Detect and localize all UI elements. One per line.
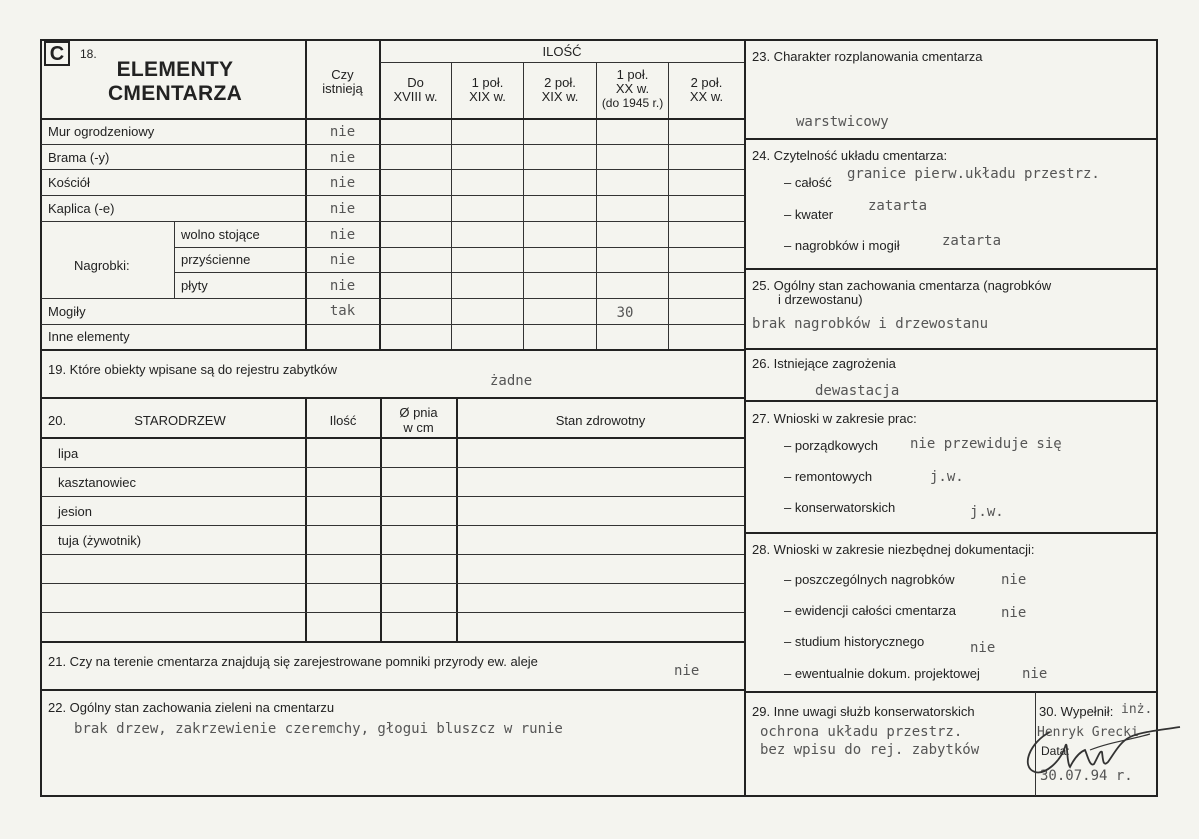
exists-wall: nie <box>329 124 356 140</box>
section-20-number: 20. <box>48 413 67 428</box>
section-27-label: 27. Wnioski w zakresie prac: <box>752 411 917 426</box>
col-exists-header-1: Czy <box>331 67 354 82</box>
grid-line <box>451 62 452 349</box>
row-label-wall: Mur ogrodzeniowy <box>48 124 155 139</box>
grid-line <box>41 144 744 145</box>
col-tree-qty: Ilość <box>329 413 357 428</box>
grid-line <box>305 398 307 641</box>
qty-col-1-l1: Do <box>407 75 424 90</box>
divider-23-24 <box>745 138 1157 140</box>
section-18-title-line1: ELEMENTY <box>116 58 234 81</box>
row-label-tombstones: Nagrobki: <box>74 258 130 273</box>
grid-line <box>41 298 744 299</box>
grid-line <box>41 195 744 196</box>
qty-col-1-l2: XVIII w. <box>393 89 438 104</box>
section-18-number: 18. <box>80 47 97 61</box>
exists-chapel: nie <box>329 201 356 217</box>
section-18-title-line2: CMENTARZA <box>107 82 243 105</box>
row-label-wall-mounted: przyścienne <box>181 252 251 267</box>
section-22-answer: brak drzew, zakrzewienie czeremchy, głogui bluszcz w runie <box>74 721 563 737</box>
graves-count-1945: 30 <box>616 305 634 321</box>
grid-line <box>456 398 458 641</box>
s24-item-whole: – całość <box>784 175 832 190</box>
section-22-label: 22. Ogólny stan zachowania zieleni na cmentarzu <box>48 700 335 715</box>
exists-graves: tak <box>329 303 356 319</box>
divider-25-26 <box>745 348 1157 350</box>
section-26-label: 26. Istniejące zagrożenia <box>752 356 896 371</box>
qty-col-4-l2: XX w. <box>615 81 650 96</box>
s28-item-registry: – ewidencji całości cmentarza <box>784 603 956 618</box>
qty-col-3-l2: XIX w. <box>541 89 579 104</box>
tree-row-1: lipa <box>58 446 79 461</box>
exists-wall-mounted: nie <box>329 252 356 268</box>
row-label-freestanding: wolno stojące <box>181 227 260 242</box>
grid-line <box>41 118 744 120</box>
s27-answer-repair: j.w. <box>930 469 964 485</box>
section-21-label: 21. Czy na terenie cmentarza znajdują się zarejestrowane pomniki przyrody ew. aleje <box>48 654 538 669</box>
s24-answer-tombs: zatarta <box>942 233 1002 249</box>
grid-line <box>41 221 744 222</box>
section-29-answer-2: bez wpisu do rej. zabytków <box>760 742 980 758</box>
s28-item-project: – ewentualnie dokum. projektowej <box>784 666 980 681</box>
tree-row-3: jesion <box>58 504 92 519</box>
section-30-label: 30. Wypełnił: <box>1039 704 1114 719</box>
row-label-graves: Mogiły <box>48 304 86 319</box>
divider-28-29 <box>745 691 1157 693</box>
section-19-answer: żadne <box>490 373 533 389</box>
section-26-answer: dewastacja <box>815 383 900 399</box>
divider-18-19 <box>41 349 744 351</box>
section-29-answer-1: ochrona układu przestrz. <box>760 724 963 740</box>
divider-27-28 <box>745 532 1157 534</box>
tree-row-2: kasztanowiec <box>58 475 137 490</box>
column-divider <box>744 40 746 796</box>
qty-col-4-l1: 1 poł. <box>616 67 649 82</box>
handwritten-signature <box>990 712 1190 787</box>
grid-line <box>41 554 744 555</box>
divider-21-22 <box>41 689 744 691</box>
s28-answer-project: nie <box>1022 666 1048 682</box>
s24-answer-whole: granice pierw.układu przestrz. <box>847 166 1100 182</box>
tree-row-4: tuja (żywotnik) <box>58 533 142 548</box>
row-label-church: Kościół <box>48 175 90 190</box>
s27-answer-cleanup: nie przewiduje się <box>910 436 1062 452</box>
section-25-answer: brak nagrobków i drzewostanu <box>752 316 989 332</box>
section-21-answer: nie <box>674 663 700 679</box>
row-label-other: Inne elementy <box>48 329 130 344</box>
filled-by-name: Henryk Grecki <box>1037 725 1139 740</box>
s28-answer-registry: nie <box>1001 605 1027 621</box>
s28-answer-history: nie <box>970 640 996 656</box>
grid-line <box>174 247 744 248</box>
row-label-slabs: płyty <box>181 278 208 293</box>
section-29-label: 29. Inne uwagi służb konserwatorskich <box>752 704 975 719</box>
grid-line <box>523 62 524 349</box>
qty-col-2-l2: XIX w. <box>469 89 506 104</box>
s24-item-tombs: – nagrobków i mogił <box>784 238 900 253</box>
grid-line <box>668 62 669 349</box>
grid-line <box>41 169 744 170</box>
col-trunk-diameter-2: w cm <box>403 420 434 435</box>
divider-26-27 <box>745 400 1157 402</box>
date-value: 30.07.94 r. <box>1040 768 1133 784</box>
grid-line <box>41 496 744 497</box>
col-exists-header-2: istnieją <box>322 81 363 96</box>
grid-line <box>41 525 744 526</box>
qty-col-4-l3: (do 1945 r.) <box>601 96 664 110</box>
grid-line <box>174 221 175 298</box>
row-label-chapel: Kaplica (-e) <box>48 201 115 216</box>
section-20-title: STARODRZEW <box>134 413 226 428</box>
s27-item-conservation: – konserwatorskich <box>784 500 896 515</box>
col-trunk-diameter-1: Ø pnia <box>399 405 438 420</box>
divider-20-21 <box>41 641 744 643</box>
exists-gate: nie <box>329 150 356 166</box>
filled-by-title: inż. <box>1121 702 1153 717</box>
grid-line <box>41 467 744 468</box>
row-label-gate: Brama (-y) <box>48 150 110 165</box>
section-24-label: 24. Czytelność układu cmentarza: <box>752 148 948 163</box>
qty-col-3-l1: 2 poł. <box>544 75 576 90</box>
grid-line <box>174 272 744 273</box>
col-health: Stan zdrowotny <box>555 413 646 428</box>
s27-item-cleanup: – porządkowych <box>784 438 878 453</box>
s24-item-quarters: – kwater <box>784 207 834 222</box>
section-letter-box: C <box>44 41 70 66</box>
qty-col-2-l1: 1 poł. <box>471 75 504 90</box>
divider-19-20 <box>41 397 744 399</box>
qty-col-5-l1: 2 poł. <box>690 75 723 90</box>
exists-church: nie <box>329 175 356 191</box>
s24-answer-quarters: zatarta <box>868 198 928 214</box>
s28-item-history: – studium historycznego <box>784 634 925 649</box>
s28-item-tombs: – poszczególnych nagrobków <box>784 572 955 587</box>
grid-line <box>41 324 744 325</box>
grid-line <box>41 437 744 439</box>
section-23-label: 23. Charakter rozplanowania cmentarza <box>752 49 983 64</box>
section-25-label-2: i drzewostanu) <box>778 292 863 307</box>
s27-item-repair: – remontowych <box>784 469 873 484</box>
section-23-answer: warstwicowy <box>796 114 889 130</box>
grid-line <box>41 612 744 613</box>
s28-answer-tombs: nie <box>1001 572 1027 588</box>
section-19-label: 19. Które obiekty wpisane są do rejestru zabytków <box>48 362 338 377</box>
divider-24-25 <box>745 268 1157 270</box>
exists-slabs: nie <box>329 278 356 294</box>
qty-col-5-l2: XX w. <box>689 89 724 104</box>
grid-line <box>380 62 744 63</box>
grid-line <box>41 583 744 584</box>
qty-header: ILOŚĆ <box>542 44 582 59</box>
date-label: Data: <box>1041 744 1070 758</box>
section-28-label: 28. Wnioski w zakresie niezbędnej dokumentacji: <box>752 542 1035 557</box>
section-25-label-1: 25. Ogólny stan zachowania cmentarza (nagrobków <box>752 278 1052 293</box>
s27-answer-conservation: j.w. <box>970 504 1004 520</box>
exists-freestanding: nie <box>329 227 356 243</box>
